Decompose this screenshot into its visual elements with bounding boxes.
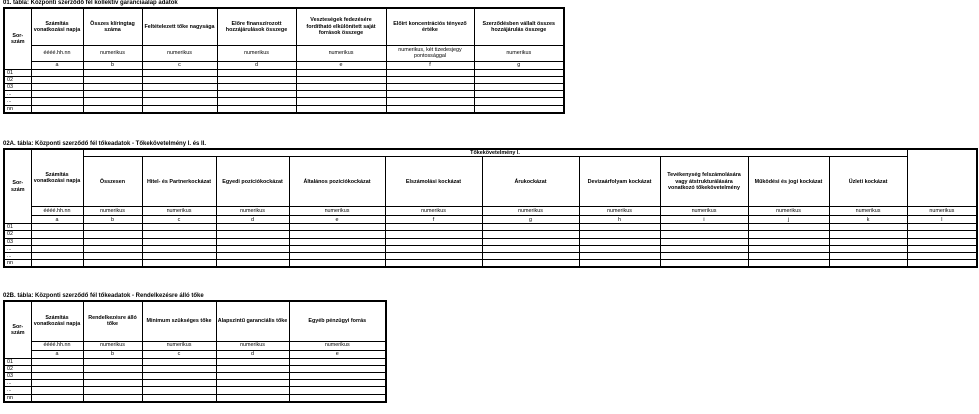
table-01-cell[interactable] <box>296 76 386 83</box>
table-02b-row <box>4 394 386 402</box>
table-02a-row <box>4 260 977 268</box>
table-02a-cell[interactable] <box>385 245 482 252</box>
table-01-cell[interactable] <box>31 105 83 113</box>
table-02a-cell[interactable] <box>579 253 660 260</box>
table-02b-row-label: ... <box>4 387 31 394</box>
table-02a-cell[interactable] <box>216 260 289 268</box>
table-01-letter: f <box>386 61 474 69</box>
table-02a-cell[interactable] <box>83 260 142 268</box>
table-01-format: numerikus <box>83 45 142 61</box>
table-01-header: Feltételezett tőke nagysága <box>142 8 217 45</box>
table-02a-letter: f <box>385 216 482 224</box>
table-01-cell[interactable] <box>296 91 386 98</box>
table-02a-cell[interactable] <box>83 231 142 238</box>
table-02b-caption: 02B. tábla: Központi szerződő fél tőkeadatok - Rendelkezésre álló tőke <box>3 293 204 299</box>
table-01-cell[interactable] <box>83 98 142 105</box>
table-02a-cell[interactable] <box>907 245 977 252</box>
table-02b-cell[interactable] <box>83 394 142 402</box>
table-02a-cell[interactable] <box>482 238 579 245</box>
table-02a-letter: c <box>142 216 216 224</box>
table-01-letter: a <box>31 61 83 69</box>
table-02a-cell[interactable] <box>31 253 83 260</box>
table-02a-format: numerikus <box>748 207 829 216</box>
table-02a-cell[interactable] <box>289 245 385 252</box>
table-01-cell[interactable] <box>142 76 217 83</box>
table-02b-section <box>3 293 387 403</box>
table-02a-row-label: 03 <box>4 238 31 245</box>
table-02a-cell[interactable] <box>385 253 482 260</box>
table-02a-row-label: ... <box>4 253 31 260</box>
table-02a-cell[interactable] <box>83 253 142 260</box>
table-02a-header: Egyedi pozíciókockázat <box>216 157 289 207</box>
table-01-row <box>4 69 564 76</box>
table-02a-format: numerikus <box>83 207 142 216</box>
table-02b-letter: e <box>289 350 386 358</box>
table-02a-cell[interactable] <box>579 260 660 268</box>
table-02b-cell[interactable] <box>142 380 216 387</box>
table-02b-cell[interactable] <box>289 358 386 365</box>
table-01-cell[interactable] <box>142 98 217 105</box>
table-02b-header: Alapszintű garanciális tőke <box>216 301 289 341</box>
table-02b-format: numerikus <box>289 341 386 350</box>
table-01-cell[interactable] <box>83 91 142 98</box>
table-02b-header: Számítás vonatkozási napja <box>31 301 83 341</box>
table-02a-blank <box>907 149 977 207</box>
table-01-cell[interactable] <box>474 69 564 76</box>
table-01-cell[interactable] <box>142 105 217 113</box>
table-02b-row <box>4 358 386 365</box>
table-02a-cell[interactable] <box>289 238 385 245</box>
table-02a-header: Összesen <box>83 157 142 207</box>
table-02a-format: numerikus <box>829 207 907 216</box>
table-02a-header: Árukockázat <box>482 157 579 207</box>
table-01-letter: g <box>474 61 564 69</box>
table-01-row-label: 01 <box>4 69 31 76</box>
table-02a-format: numerikus <box>907 207 977 216</box>
table-01-cell[interactable] <box>386 69 474 76</box>
table-01-cell[interactable] <box>474 91 564 98</box>
table-01-row-label: 02 <box>4 76 31 83</box>
table-02a-letter: l <box>907 216 977 224</box>
table-02a-letter: i <box>660 216 748 224</box>
table-02a-format-row <box>4 207 977 216</box>
table-02b-row-label: 03 <box>4 372 31 379</box>
table-02a-cell[interactable] <box>660 253 748 260</box>
table-01-cell[interactable] <box>217 91 296 98</box>
table-02a-rowhead: Sor-szám <box>4 149 31 224</box>
table-02a-header: Számítás vonatkozási napja <box>31 149 83 207</box>
table-01-cell[interactable] <box>142 69 217 76</box>
table-02a-cell[interactable] <box>31 224 83 231</box>
table-01-cell[interactable] <box>217 105 296 113</box>
table-02b-cell[interactable] <box>83 358 142 365</box>
table-02a-cell[interactable] <box>907 260 977 268</box>
table-02a-cell[interactable] <box>289 231 385 238</box>
table-02b-letter: c <box>142 350 216 358</box>
table-02b-cell[interactable] <box>216 394 289 402</box>
table-02a-cell[interactable] <box>579 238 660 245</box>
table-02a-format: numerikus <box>216 207 289 216</box>
table-02a-cell[interactable] <box>142 238 216 245</box>
table-02a-cell[interactable] <box>829 238 907 245</box>
table-02b-cell[interactable] <box>142 394 216 402</box>
table-02b-cell[interactable] <box>83 387 142 394</box>
table-02a-cell[interactable] <box>579 231 660 238</box>
table-02b-row-label: 01 <box>4 358 31 365</box>
table-02b-format-row <box>4 341 386 350</box>
table-02b-row <box>4 387 386 394</box>
table-02b-cell[interactable] <box>289 372 386 379</box>
table-01-cell[interactable] <box>296 98 386 105</box>
table-01-cell[interactable] <box>31 98 83 105</box>
table-01-cell[interactable] <box>296 83 386 90</box>
table-02a-cell[interactable] <box>216 224 289 231</box>
table-02a-cell[interactable] <box>482 245 579 252</box>
table-02b-header: Minimum szükséges tőke <box>142 301 216 341</box>
table-02a-letter: b <box>83 216 142 224</box>
table-02b-cell[interactable] <box>31 387 83 394</box>
table-02b-letter: d <box>216 350 289 358</box>
table-02b <box>3 300 387 403</box>
table-01-cell[interactable] <box>31 69 83 76</box>
table-02b-cell[interactable] <box>31 372 83 379</box>
table-01-letter: e <box>296 61 386 69</box>
table-01-cell[interactable] <box>474 98 564 105</box>
table-02a-cell[interactable] <box>748 245 829 252</box>
table-02a-group-header: Tőkekövetelmény I. <box>83 149 907 157</box>
table-02a-cell[interactable] <box>907 231 977 238</box>
table-02a-cell[interactable] <box>83 245 142 252</box>
table-01-format-row <box>4 45 564 61</box>
table-01-cell[interactable] <box>83 83 142 90</box>
table-02a-header: Tevékenység felszámolására vagy átstrukturálására vonatkozó tőkekövetelmény <box>660 157 748 207</box>
table-02a-letter: h <box>579 216 660 224</box>
table-02b-cell[interactable] <box>83 380 142 387</box>
table-02a-row-label: nn <box>4 260 31 268</box>
table-01-header: Előre finanszírozott hozzájárulások összege <box>217 8 296 45</box>
table-01-cell[interactable] <box>386 83 474 90</box>
table-02b-cell[interactable] <box>289 387 386 394</box>
table-02b-letter: b <box>83 350 142 358</box>
table-02a-cell[interactable] <box>31 245 83 252</box>
table-02a-cell[interactable] <box>660 238 748 245</box>
table-02b-cell[interactable] <box>83 372 142 379</box>
table-02a-cell[interactable] <box>31 238 83 245</box>
table-02b-format: numerikus <box>216 341 289 350</box>
table-01-cell[interactable] <box>296 105 386 113</box>
table-01-cell[interactable] <box>386 76 474 83</box>
table-02b-header: Egyéb pénzügyi forrás <box>289 301 386 341</box>
table-02a-cell[interactable] <box>482 260 579 268</box>
table-02a-cell[interactable] <box>482 231 579 238</box>
table-01-row <box>4 91 564 98</box>
table-02b-cell[interactable] <box>216 380 289 387</box>
table-02a-cell[interactable] <box>385 260 482 268</box>
table-01-cell[interactable] <box>142 83 217 90</box>
table-01-row <box>4 105 564 113</box>
table-01-row-label: 03 <box>4 83 31 90</box>
table-02b-row-label: nn <box>4 394 31 402</box>
table-01-format: numerikus <box>474 45 564 61</box>
table-02a-cell[interactable] <box>579 245 660 252</box>
table-01-cell[interactable] <box>386 98 474 105</box>
table-01-format: numerikus <box>142 45 217 61</box>
table-02b-header-row <box>4 301 386 341</box>
table-02a-section <box>3 141 978 268</box>
table-02b-body <box>4 358 386 402</box>
table-02a-header: Devizaárfolyam kockázat <box>579 157 660 207</box>
table-02a-body <box>4 224 977 268</box>
table-02b-cell[interactable] <box>289 394 386 402</box>
table-02a-cell[interactable] <box>748 224 829 231</box>
table-01-format: numerikus, két tizedesjegy pontossággal <box>386 45 474 61</box>
table-02a-row-label: 02 <box>4 231 31 238</box>
table-02a-cell[interactable] <box>142 245 216 252</box>
table-02b-rowhead: Sor-szám <box>4 301 31 358</box>
table-01 <box>3 7 565 114</box>
table-02a-cell[interactable] <box>289 224 385 231</box>
table-02a-cell[interactable] <box>748 238 829 245</box>
table-02b-cell[interactable] <box>216 358 289 365</box>
table-02a-cell[interactable] <box>482 253 579 260</box>
table-01-cell[interactable] <box>83 69 142 76</box>
table-02b-cell[interactable] <box>216 387 289 394</box>
table-02a-letter: d <box>216 216 289 224</box>
table-02b-format: numerikus <box>142 341 216 350</box>
table-01-cell[interactable] <box>386 105 474 113</box>
table-01-letter: d <box>217 61 296 69</box>
table-01-header: Veszteségek fedezésére fordítható elkülönített saját források összege <box>296 8 386 45</box>
table-02a-cell[interactable] <box>142 253 216 260</box>
table-02a-header: Általános pozíciókockázat <box>289 157 385 207</box>
table-02a-row <box>4 238 977 245</box>
table-02a-letter: k <box>829 216 907 224</box>
table-01-cell[interactable] <box>386 91 474 98</box>
table-02b-letter: a <box>31 350 83 358</box>
table-02b-cell[interactable] <box>142 372 216 379</box>
table-02a-cell[interactable] <box>385 224 482 231</box>
table-01-cell[interactable] <box>217 83 296 90</box>
table-01-header: Számítás vonatkozási napja <box>31 8 83 45</box>
table-01-cell[interactable] <box>83 76 142 83</box>
table-02b-row <box>4 372 386 379</box>
table-02b-format: numerikus <box>83 341 142 350</box>
table-01-cell[interactable] <box>474 83 564 90</box>
table-02a-group-row <box>4 149 977 157</box>
table-02a-cell[interactable] <box>660 224 748 231</box>
table-02a-cell[interactable] <box>83 224 142 231</box>
table-02b-cell[interactable] <box>31 365 83 372</box>
table-02a-row-label: 01 <box>4 224 31 231</box>
table-02a-format: numerikus <box>579 207 660 216</box>
table-01-format: éééé.hh.nn <box>31 45 83 61</box>
table-02a-header: Elszámolási kockázat <box>385 157 482 207</box>
table-02a-caption: 02A. tábla: Központi szerződő fél tőkeadatok - Tőkekövetelmény I. és II. <box>3 141 207 147</box>
table-02a-row <box>4 245 977 252</box>
table-01-cell[interactable] <box>217 69 296 76</box>
table-01-caption: 01. tábla: Központi szerződő fél kollektív garanciaalap adatok <box>3 0 178 6</box>
table-01-letter: c <box>142 61 217 69</box>
table-02a-cell[interactable] <box>829 260 907 268</box>
table-02a-row-label: ... <box>4 245 31 252</box>
table-01-format: numerikus <box>217 45 296 61</box>
table-01-cell[interactable] <box>217 98 296 105</box>
table-02a-row <box>4 253 977 260</box>
table-02a-format: numerikus <box>660 207 748 216</box>
table-02a-header: Hitel- és Partnerkockázat <box>142 157 216 207</box>
table-01-format: numerikus <box>296 45 386 61</box>
table-01-header: Előírt koncentrációs tényező értéke <box>386 8 474 45</box>
table-02a-letter: a <box>31 216 83 224</box>
table-02b-cell[interactable] <box>142 387 216 394</box>
table-01-row <box>4 83 564 90</box>
table-02a-cell[interactable] <box>216 253 289 260</box>
table-02a-cell[interactable] <box>660 245 748 252</box>
table-02a-format: numerikus <box>385 207 482 216</box>
table-02a-letter: e <box>289 216 385 224</box>
table-02a-cell[interactable] <box>907 238 977 245</box>
table-01-row-label: nn <box>4 105 31 113</box>
table-02a-cell[interactable] <box>829 245 907 252</box>
table-02a-cell[interactable] <box>142 224 216 231</box>
table-02a-header-row <box>4 157 977 207</box>
table-02b-row <box>4 365 386 372</box>
table-02a-cell[interactable] <box>142 260 216 268</box>
table-02a-format: numerikus <box>142 207 216 216</box>
table-02b-row <box>4 380 386 387</box>
table-02b-cell[interactable] <box>216 372 289 379</box>
table-01-header: Összes klíringtag száma <box>83 8 142 45</box>
table-02a-cell[interactable] <box>907 224 977 231</box>
table-01-cell[interactable] <box>296 69 386 76</box>
table-02b-cell[interactable] <box>289 380 386 387</box>
table-02a-cell[interactable] <box>660 260 748 268</box>
table-02a-cell[interactable] <box>83 238 142 245</box>
table-02a-cell[interactable] <box>907 253 977 260</box>
table-02a-header: Működési és jogi kockázat <box>748 157 829 207</box>
table-01-row <box>4 76 564 83</box>
table-02a-cell[interactable] <box>31 231 83 238</box>
table-01-cell[interactable] <box>217 76 296 83</box>
table-01-section <box>3 0 565 114</box>
table-01-header-row <box>4 8 564 45</box>
table-02b-cell[interactable] <box>31 380 83 387</box>
table-01-cell[interactable] <box>31 76 83 83</box>
table-02b-cell[interactable] <box>83 365 142 372</box>
table-02a-cell[interactable] <box>216 231 289 238</box>
table-01-cell[interactable] <box>474 76 564 83</box>
table-01-cell[interactable] <box>474 105 564 113</box>
table-02b-cell[interactable] <box>142 365 216 372</box>
table-02a-format: éééé.hh.nn <box>31 207 83 216</box>
table-01-letter: b <box>83 61 142 69</box>
table-02b-row-label: 02 <box>4 365 31 372</box>
table-02b-cell[interactable] <box>142 358 216 365</box>
table-01-cell[interactable] <box>142 91 217 98</box>
table-02a-cell[interactable] <box>385 238 482 245</box>
table-02b-cell[interactable] <box>289 365 386 372</box>
table-02a-cell[interactable] <box>660 231 748 238</box>
table-02a-cell[interactable] <box>748 231 829 238</box>
table-02a-cell[interactable] <box>579 224 660 231</box>
table-02a-letter: g <box>482 216 579 224</box>
table-02b-header: Rendelkezésre álló tőke <box>83 301 142 341</box>
table-02a-format: numerikus <box>482 207 579 216</box>
table-01-rowhead: Sor-szám <box>4 8 31 69</box>
table-02b-cell[interactable] <box>31 394 83 402</box>
table-02a-cell[interactable] <box>31 260 83 268</box>
table-02b-cell[interactable] <box>216 365 289 372</box>
table-01-header: Szerződésben vállalt összes hozzájárulás összege <box>474 8 564 45</box>
table-02a-cell[interactable] <box>142 231 216 238</box>
table-01-row-label: ... <box>4 91 31 98</box>
table-02a-cell[interactable] <box>289 260 385 268</box>
table-02b-format: éééé.hh.nn <box>31 341 83 350</box>
table-02a-cell[interactable] <box>216 245 289 252</box>
table-01-body <box>4 69 564 113</box>
table-02a-format: numerikus <box>289 207 385 216</box>
table-02a-cell[interactable] <box>748 260 829 268</box>
table-02a-cell[interactable] <box>216 238 289 245</box>
table-01-letter-row <box>4 61 564 69</box>
table-02a-cell[interactable] <box>289 253 385 260</box>
table-02a-letter: j <box>748 216 829 224</box>
table-01-cell[interactable] <box>83 105 142 113</box>
table-02b-letter-row <box>4 350 386 358</box>
table-02a-cell[interactable] <box>482 224 579 231</box>
table-02a-letter-row <box>4 216 977 224</box>
table-01-row-label: ... <box>4 98 31 105</box>
table-02a-cell[interactable] <box>829 231 907 238</box>
table-02b-cell[interactable] <box>31 358 83 365</box>
table-02a-header: Üzleti kockázat <box>829 157 907 207</box>
table-02b-row-label: ... <box>4 380 31 387</box>
table-02a-cell[interactable] <box>829 224 907 231</box>
table-02a-cell[interactable] <box>385 231 482 238</box>
table-02a <box>3 148 978 268</box>
table-02a-cell[interactable] <box>829 253 907 260</box>
table-02a-row <box>4 224 977 231</box>
table-01-cell[interactable] <box>31 91 83 98</box>
table-02a-row <box>4 231 977 238</box>
table-01-cell[interactable] <box>31 83 83 90</box>
table-02a-cell[interactable] <box>748 253 829 260</box>
table-01-row <box>4 98 564 105</box>
